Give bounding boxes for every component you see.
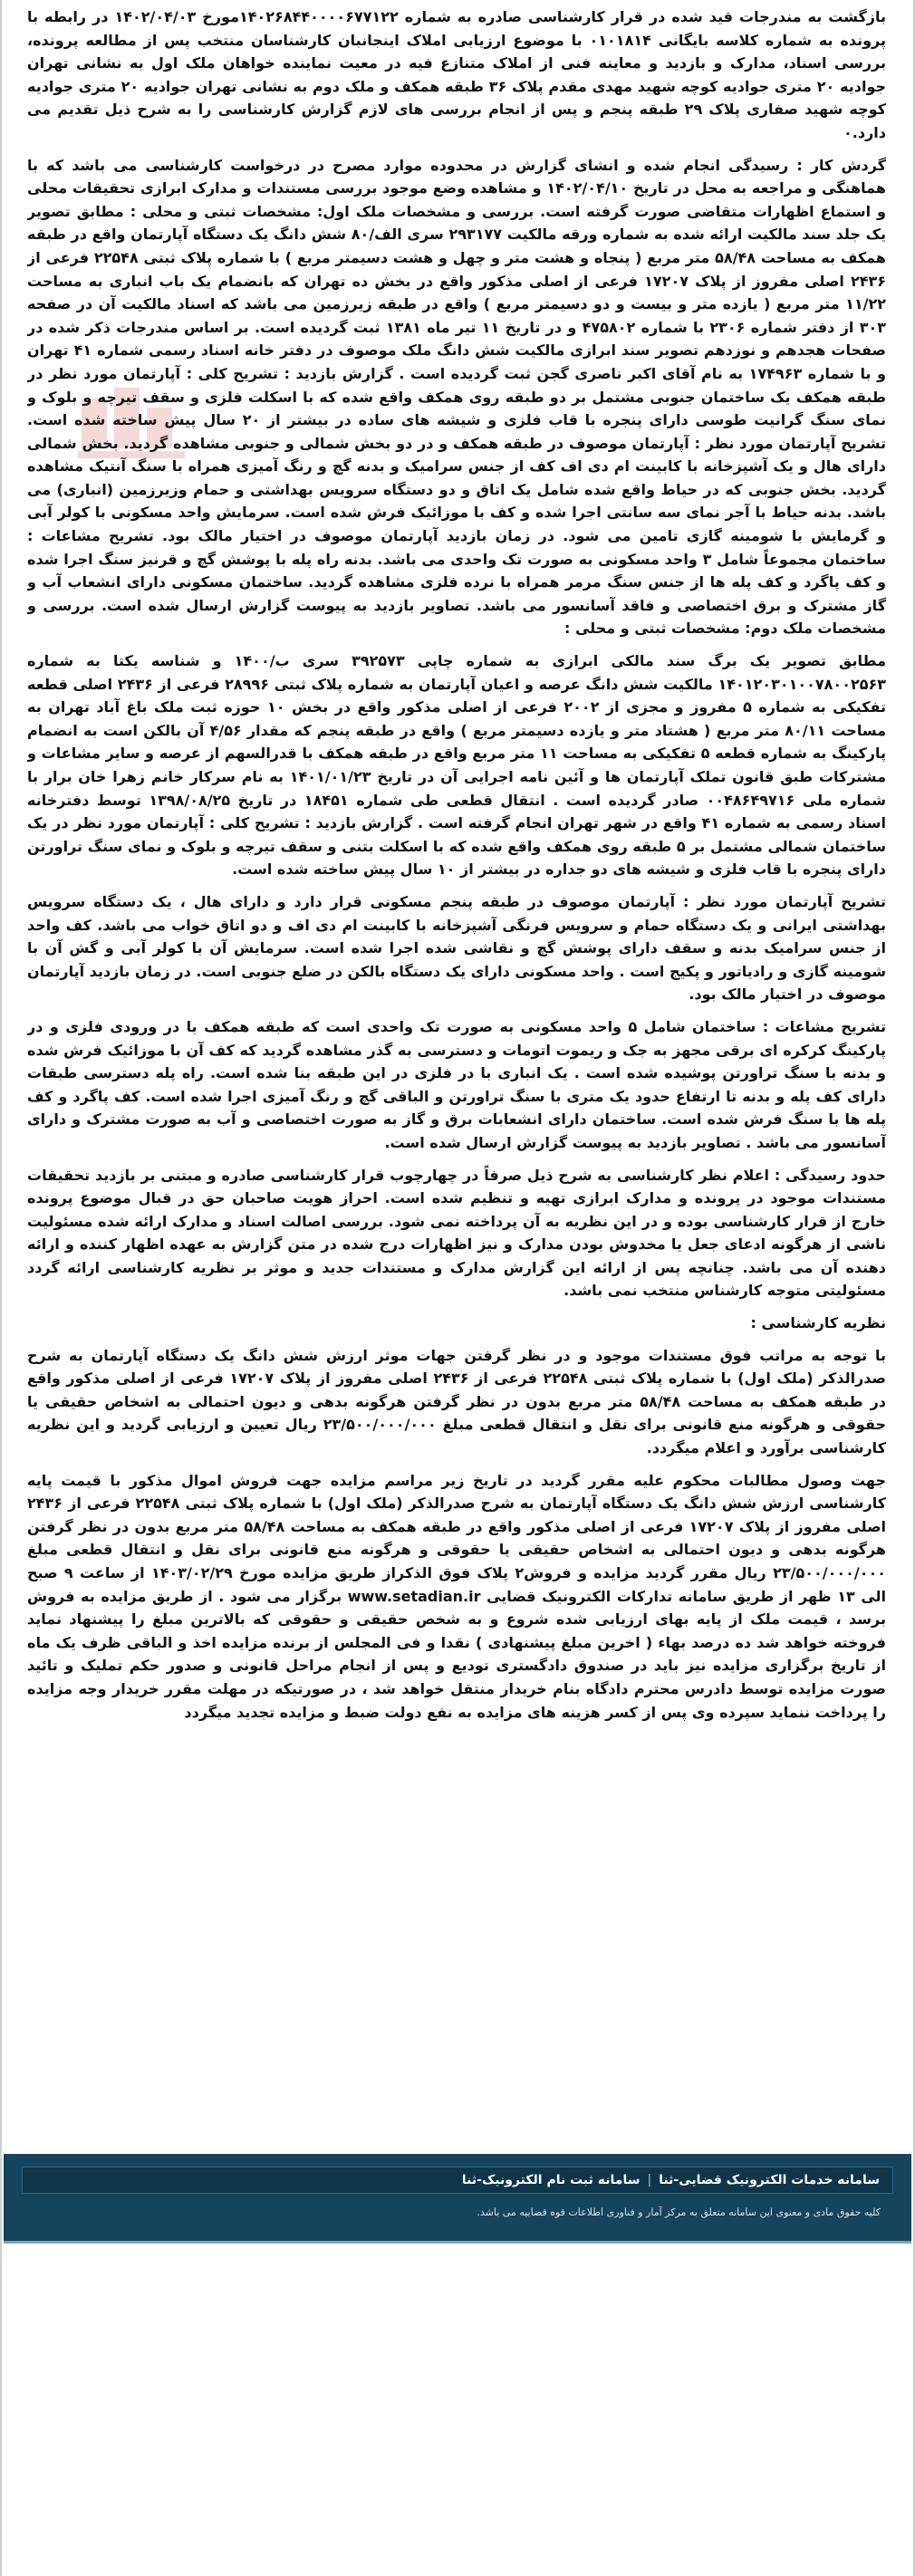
paragraph-common-areas: تشریح مشاعات : ساختمان شامل ۵ واحد مسکونی به صورت تک واحدی است که طبقه همکف با در ورودی فلزی و در پارکینگ کرکره ای برقی مجهز به جک و ریموت اتومات و دسترسی به گذر مشاهده گردید که کف آن با موزائیک فرش شده و بدنه با سنگ تراورتن پوشیده شده است . یک انباری با در فلزی در این طبقه بنا شده است. راه پله دسترسی طبقات دارای کف پله و بدنه تا ارتفاع حدود یک متری با سنگ تراورتن و الباقی گچ و رنگ آمیزی اجرا شده است. کف پاگرد و کف پله ها با سنگ فرش شده است. ساختمان دارای انشعابات برق و گاز به صورت اختصاصی و آب به صورت مشترک و دارای آسانسور می باشد . تصاویر بازدید به پیوست گزارش ارسال شده است. [27, 1017, 886, 1151]
footer-copyright: کلیه حقوق مادی و معنوی این سامانه متعلق به مرکز آمار و فناوری اطلاعات قوه قضاییه می باشد. [477, 2206, 881, 2218]
footer-link-sana-registration[interactable]: سامانه ثبت نام الکترونیک-ثنا [461, 2173, 640, 2187]
paragraph-scope: حدود رسیدگی : اعلام نظر کارشناسی به شرح ذیل صرفاً در چهارچوب قرار کارشناسی صادره و مبتنی بر بازدید تحقیقات مستندات موجود در پرونده و مدارک ابرازی تهیه و تنظیم شده است. احراز هویت صاحبان حق در قبال موضوع پرونده خارج از قرار کارشناسی بوده و در این نظریه به آن پرداخته نمی شود. بررسی اصالت اسناد و مدارک ارائه شده مسئولیت ناشی از هرگونه ادعای جعل یا مخدوش بودن مدارک و نیز اظهارات درج شده در متن گزارش به عهده اظهار کننده و ارائه دهنده آن می باشد. چنانچه پس از ارائه این گزارش مدارک و مستندات جدید و موثر بر نظریه کارشناسی ارائه گردد مسئولیتی متوجه کارشناس منتخب نمی باشد. [27, 1166, 886, 1300]
footer-separator: | [647, 2173, 652, 2187]
paragraph-expert-opinion-heading: نظریه کارشناسی : [750, 1314, 886, 1332]
footer-link-sana-services[interactable]: سامانه خدمات الکترونیک قضایی-ثنا [659, 2173, 880, 2187]
paragraph-auction-terms: جهت وصول مطالبات محکوم علیه مقرر گردید در تاریخ زیر مراسم مزایده جهت فروش اموال مذکور با قیمت پایه کارشناسی ارزش شش دانگ یک دستگاه آپارتمان به شرح صدرالذکر (ملک اول) با شماره پلاک ثبتی ۲۲۵۴۸ فرعی از ۲۴۳۶ اصلی مفروز از پلاک ۱۷۲۰۷ فرعی از اصلی مذکور واقع در طبقه همکف به مساحت ۵۸/۴۸ متر مربع بدون در نظر گرفتن هرگونه بدهی و دیون احتمالی به اشخاص حقیقی یا حقوقی و هرگونه منع قانونی برای نقل و انتقال قطعی مبلغ ۲۳/۵۰۰/۰۰۰/۰۰۰ ریال مقرر گردید مزایده و فروش۲ پلاک فوق الذکراز طریق مزایده مورخ ۱۴۰۳/۰۲/۲۹ از ساعت ۹ صبح الی ۱۳ ظهر از طریق سامانه تدارکات الکترونیک قضایی www.setadian.ir برگزار می شود . از طریق مزایده به فروش برسد ، قیمت ملک از پایه بهای ارزیابی شده شروع و به شخص حقیقی و حقوقی که بالاترین مبلغ را پیشنهاد نماید فروخته خواهد شد ده درصد بهاء ( اخرین مبلغ پیشنهادی ) نقدا و فی المجلس از برنده مزایده اخذ و الباقی ظرف یک ماه از تاریخ برگزاری مزایده نیز باید در صندوق دادگستری تودیع و پس از انجام مراحل قانونی و صدور حکم تملیک و تائید صورت مزایده توسط دادرس محترم دادگاه بنام خریدار منتقل خواهد شد ، در صورتیکه در مهلت مقرر خریدار وجه مزایده را پرداخت ننماید سپرده وی پس از کسر هزینه های مزایده به نفع دولت ضبط و مزایده تجدید میگردد [27, 1471, 886, 1721]
paragraph-intro: بازگشت به مندرجات قید شده در قرار کارشناسی صادره به شماره ۱۴۰۲۶۸۴۴۰۰۰۰۶۷۷۱۲۲مورخ ۱۴۰۲/۰۴/۰۳ در رابطه با پرونده به شماره کلاسه بایگانی ۰۱۰۱۸۱۴ با موضوع ارزیابی املاک اینجانبان کارشناسان منتخب پس از مطالعه پرونده، بررسی اسناد، مدارک و بازدید و معاینه فنی از املاک متنازع فیه در معیت نماینده خواهان ملک اول به نشانی تهران جوادیه ۲۰ متری جوادیه کوچه شهید مهدی مقدم پلاک ۳۶ طبقه همکف و ملک دوم به نشانی تهران جوادیه ۲۰ متری جوادیه کوچه شهید صفاری پلاک ۲۹ طبقه پنجم و پس از انجام بررسی های لازم گزارش کارشناسی را به شرح ذیل تقدیم می دارد.۰ [27, 8, 886, 141]
paragraph-workflow-property-one: گردش کار : رسیدگی انجام شده و انشای گزارش در محدوده موارد مصرح در درخواست کارشناسی می باشد که با هماهنگی و مراجعه به محل در تاریخ ۱۴۰۲/۰۴/۱۰ و مشاهده وضع موجود بررسی مستندات و مدارک ابرازی تحقیقات محلی و استماع اظهارات متقاضی صورت گرفته است. بررسی و مشخصات ملک اول: مشخصات ثبتی و محلی : مطابق تصویر یک جلد سند مالکیت ارائه شده به شماره ورقه مالکیت ۲۹۳۱۷۷ سری الف/۸۰ شش دانگ یک دستگاه آپارتمان واقع در طبقه همکف به مساحت ۵۸/۴۸ متر مربع ( پنجاه و هشت متر و چهل و هشت دسیمتر مربع ) با شماره پلاک ثبتی ۲۲۵۴۸ فرعی از ۲۴۳۶ اصلی مفروز از پلاک ۱۷۲۰۷ فرعی از اصلی مذکور واقع در بخش ده تهران که بانضمام یک باب انباری به مساحت ۱۱/۲۲ متر مربع ( یازده متر و بیست و دو دسیمتر مربع ) واقع در طبقه زیرزمین می باشد که اسناد مالکیت آن در صفحه ۳۰۳ از دفتر شماره ۲۳۰۶ با شماره ۴۷۵۸۰۲ و در تاریخ ۱۱ تیر ماه ۱۳۸۱ ثبت گردیده است. بر اساس مندرجات ذکر شده در صفحات هجدهم و نوزدهم تصویر سند ابرازی مالکیت شش دانگ ملک موصوف در دفتر خانه اسناد رسمی شماره ۴۱ تهران و با شماره ۱۷۴۹۶۳ به نام آقای اکبر ناصری گجن ثبت گردیده است . گزارش بازدید : تشریح کلی : آپارتمان مورد نظر در طبقه همکف یک ساختمان جنوبی مشتمل بر دو طبقه روی همکف واقع شده که با اسکلت فلزی و سقف تیرچه و بلوک و نمای سنگ گرانیت طوسی دارای پنجره با قاب فلزی و شیشه های ساده در بیشتر از ۲۰ سال پیش ساخته شده است. تشریح آپارتمان مورد نظر : آپارتمان موصوف در طبقه همکف و در دو بخش شمالی و جنوبی مشاهده گردید. بخش شمالی دارای هال و یک آشپزخانه با کابینت ام دی اف کف از جنس سرامیک و بدنه گچ و رنگ آمیزی همراه با سنگ آنتیک مشاهده گردید. بخش جنوبی که در حیاط واقع شده شامل یک اتاق و دو دستگاه سرویس بهداشتی و حمام وزیرزمین (انباری) می باشد. بدنه حیاط با آجر نمای سه سانتی اجرا شده و کف با موزائیک فرش شده است. سرمایش واحد مسکونی با کولر آبی و گرمایش با شومینه گازی تامین می شود. در زمان بازدید آپارتمان موصوف در اختیار مالک بود. تشریح مشاعات : ساختمان مجموعاً شامل ۳ واحد مسکونی به صورت تک واحدی می باشد. بدنه راه پله با پوشش گچ و قرنیز سنگ اجرا شده و کف پاگرد و کف پله ها از جنس سنگ مرمر همراه با نرده فلزی مشاهده گردید. ساختمان مسکونی دارای انشعاب آب و گاز مشترک و برق اختصاصی و فاقد آسانسور می باشد. تصاویر بازدید به پیوست گزارش ارسال شده است. بررسی و مشخصات ملک دوم: مشخصات ثبتی و محلی : [27, 156, 886, 638]
paragraph-property-two-registration: مطابق تصویر یک برگ سند مالکی ابرازی به شماره چاپی ۳۹۲۵۷۳ سری ب/۱۴۰۰ و شناسه یکتا به شماره ۱۴۰۱۲۰۳۰۱۰۰۷۸۰۰۲۵۶۳ مالکیت شش دانگ عرصه و اعیان آپارتمان به شماره پلاک ثبتی ۲۸۹۹۶ فرعی از ۲۴۳۶ اصلی قطعه تفکیکی به شماره ۵ مفروز و مجزی از ۲۰۰۲ فرعی از اصلی مذکور واقع در بخش ۱۰ حوزه ثبت ملک باغ آباد تهران به مساحت ۸۰/۱۱ متر مربع ( هشتاد متر و یازده دسیمتر مربع ) واقع در طبقه پنجم که مقدار ۴/۵۶ آن بالکن است به انضمام پارکینگ به شماره قطعه ۵ تفکیکی به مساحت ۱۱ متر مربع واقع در طبقه همکف با قدرالسهم از عرصه و سایر مشاعات و مشترکات طبق قانون تملک آپارتمان ها و آئین نامه اجرایی آن در تاریخ ۱۴۰۱/۰۱/۲۳ به نام سرکار خانم زهرا خان برار با شماره ملی ۰۰۴۸۶۴۹۷۱۶ صادر گردیده است . انتقال قطعی طی شماره ۱۸۴۵۱ در تاریخ ۱۳۹۸/۰۸/۲۵ توسط دفترخانه اسناد رسمی به شماره ۴۱ واقع در شهر تهران انجام گرفته است . گزارش بازدید : تشریح کلی : آپارتمان مورد نظر در یک ساختمان شمالی مشتمل بر ۵ طبقه روی همکف واقع شده که با اسکلت بتنی و سقف تیرچه و بلوک و نمای سنگ تراورتن دارای پنجره با قاب فلزی و شیشه های دو جداره در بیشتر از ۱۰ سال پیش ساخته شده است. [27, 652, 886, 879]
paragraph-expert-opinion: با توجه به مراتب فوق مستندات موجود و در نظر گرفتن جهات موثر ارزش شش دانگ یک دستگاه آپارتمان به شرح صدرالذکر (ملک اول) با شماره پلاک ثبتی ۲۲۵۴۸ فرعی از ۲۴۳۶ اصلی مفروز از پلاک ۱۷۲۰۷ فرعی از اصلی مذکور واقع در طبقه همکف به مساحت ۵۸/۴۸ متر مربع بدون در نظر گرفتن هرگونه بدهی و دیون احتمالی به اشخاص حقیقی یا حقوقی و هرگونه منع قانونی برای نقل و انتقال قطعی مبلغ ۲۳/۵۰۰/۰۰۰/۰۰۰ ریال تعیین و ارزیابی گردید و این نظریه کارشناسی برآورد و اعلام میگردد. [27, 1346, 886, 1457]
notice-body [27, 5, 886, 2071]
footer-link-bar [22, 2167, 893, 2194]
site-footer [4, 2154, 911, 2241]
footer-bottom-rule [4, 2241, 911, 2244]
paragraph-apartment-description: تشریح آپارتمان مورد نظر : آپارتمان موصوف در طبقه پنجم مسکونی قرار دارد و دارای هال ، یک دستگاه سرویس بهداشتی ایرانی و یک دستگاه حمام و سرویس فرنگی آشپزخانه با کابینت ام دی اف و دو اتاق خواب می باشد. کف واحد از جنس سرامیک بدنه و سقف دارای پوشش گچ و نقاشی شده اجرا شده است. سرمایش آن با کولر آبی و گش آن با شومینه گازی و رادیاتور و پکیج است . واحد مسکونی دارای یک دستگاه بالکن در ضلع جنوبی است. در زمان بازدید آپارتمان موصوف در اختیار مالک بود. [27, 892, 886, 1004]
